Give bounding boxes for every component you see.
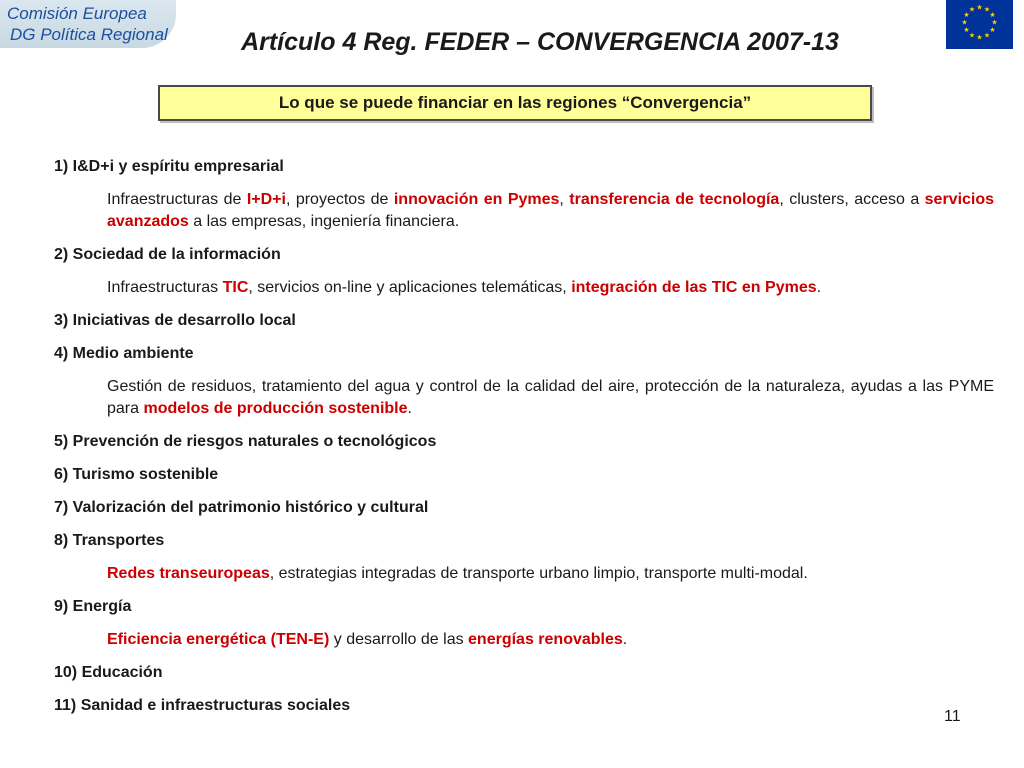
section-heading-2: 2) Sociedad de la información [54, 246, 281, 263]
section-heading-9: 9) Energía [54, 598, 132, 615]
section-desc-9: Eficiencia energética (TEN-E) y desarrollo de las energías renovables. [107, 631, 628, 648]
svg-text:★: ★ [991, 18, 998, 27]
svg-text:★: ★ [976, 33, 983, 42]
svg-text:★: ★ [968, 5, 976, 14]
content-list [54, 156, 994, 728]
section-desc-1: Infraestructuras de I+D+i, proyectos de innovación en Pymes, transferencia de tecnología, clusters, acceso a servicios avanzados a las empresas, ingeniería financiera. [107, 191, 995, 230]
section-heading-5: 5) Prevención de riesgos naturales o tecnológicos [54, 433, 437, 450]
svg-text:★: ★ [961, 18, 968, 27]
section-heading-4: 4) Medio ambiente [54, 345, 194, 362]
svg-text:★: ★ [989, 11, 996, 19]
section-desc-4: Gestión de residuos, tratamiento del agua y control de la calidad del aire, protección de la naturaleza, ayudas a las PYME para modelos de producción sostenible. [107, 378, 994, 417]
svg-text:★: ★ [989, 26, 996, 34]
logo-line-2: DG Política Regional [10, 25, 168, 44]
svg-text:★: ★ [983, 5, 991, 14]
section-heading-6: 6) Turismo sostenible [54, 466, 219, 483]
logo-line-1: Comisión Europea [7, 4, 147, 23]
section-heading-8: 8) Transportes [54, 532, 165, 549]
subtitle-box [158, 85, 872, 121]
svg-text:★: ★ [963, 11, 970, 19]
section-heading-1: 1) I&D+i y espíritu empresarial [54, 158, 284, 175]
section-heading-10: 10) Educación [54, 664, 163, 681]
svg-text:★: ★ [968, 31, 976, 40]
slide-title: Artículo 4 Reg. FEDER – CONVERGENCIA 2007-13 [241, 28, 839, 56]
section-desc-2: Infraestructuras TIC, servicios on-line y aplicaciones telemáticas, integración de las TIC en Pymes. [107, 279, 822, 296]
svg-text:★: ★ [983, 31, 991, 40]
section-heading-11: 11) Sanidad e infraestructuras sociales [54, 697, 351, 714]
page-number: 11 [944, 708, 961, 725]
subtitle-text: Lo que se puede financiar en las regiones “Convergencia” [278, 93, 752, 112]
section-heading-3: 3) Iniciativas de desarrollo local [54, 312, 296, 329]
section-desc-8: Redes transeuropeas, estrategias integradas de transporte urbano limpio, transporte multi-modal. [107, 565, 808, 582]
section-heading-7: 7) Valorización del patrimonio histórico y cultural [54, 499, 429, 516]
svg-text:★: ★ [976, 3, 983, 12]
svg-text:★: ★ [963, 26, 970, 34]
